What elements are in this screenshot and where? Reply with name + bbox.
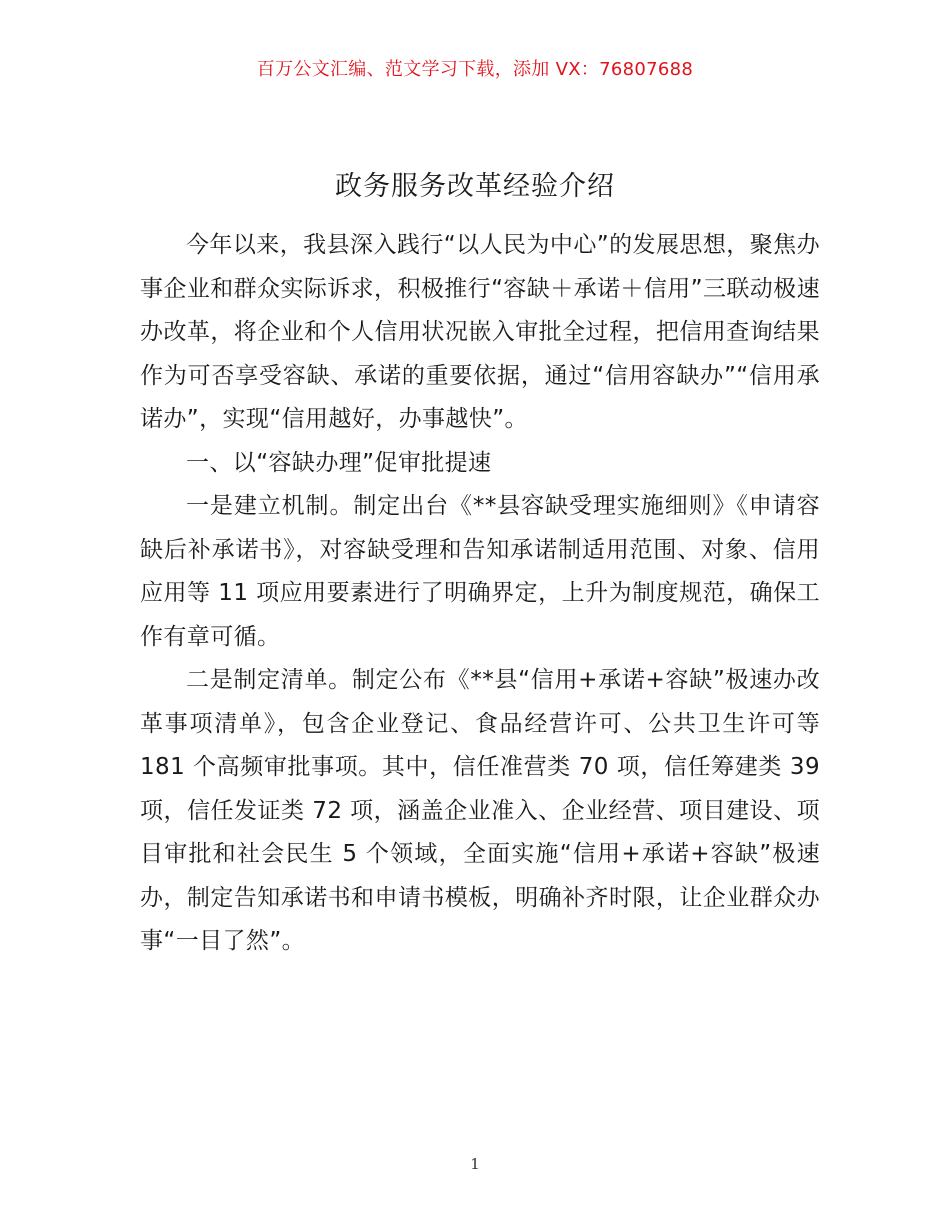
section-heading: 一、以“容缺办理”促审批提速 xyxy=(186,449,492,476)
document-body xyxy=(140,224,820,964)
header-banner: 百万公文汇编、范文学习下载，添加 VX：76807688 xyxy=(256,59,694,80)
paragraph-mechanism: 一是建立机制。制定出台《**县容缺受理实施细则》《申请容缺后补承诺书》，对容缺受理和告知承诺制适用范围、对象、信用应用等 11 项应用要素进行了明确界定，上升为制度规范，确保工作有章可循。 xyxy=(140,493,820,650)
intro-paragraph: 今年以来，我县深入践行“以人民为中心”的发展思想，聚焦办事企业和群众实际诉求，积极推行“容缺＋承诺＋信用”三联动极速办改革，将企业和个人信用状况嵌入审批全过程，把信用查询结果作为可否享受容缺、承诺的重要依据，通过“信用容缺办”“信用承诺办”，实现“信用越好，办事越快”。 xyxy=(140,232,820,432)
paragraph-list: 二是制定清单。制定公布《**县“信用+承诺+容缺”极速办改革事项清单》，包含企业登记、食品经营许可、公共卫生许可等 181 个高频审批事项。其中，信任准营类 70 项，信任筹建类 39 项，信任发证类 72 项，涵盖企业准入、企业经营、项目建设、项目审批和社会民生 5 个领域，全面实施“信用+承诺+容缺”极速办，制定告知承诺书和申请书模板，明确补齐时限，让企业群众办事“一目了然”。 xyxy=(140,667,820,954)
page-number: 1 xyxy=(470,1155,480,1173)
document-title: 政务服务改革经验介绍 xyxy=(335,171,615,202)
